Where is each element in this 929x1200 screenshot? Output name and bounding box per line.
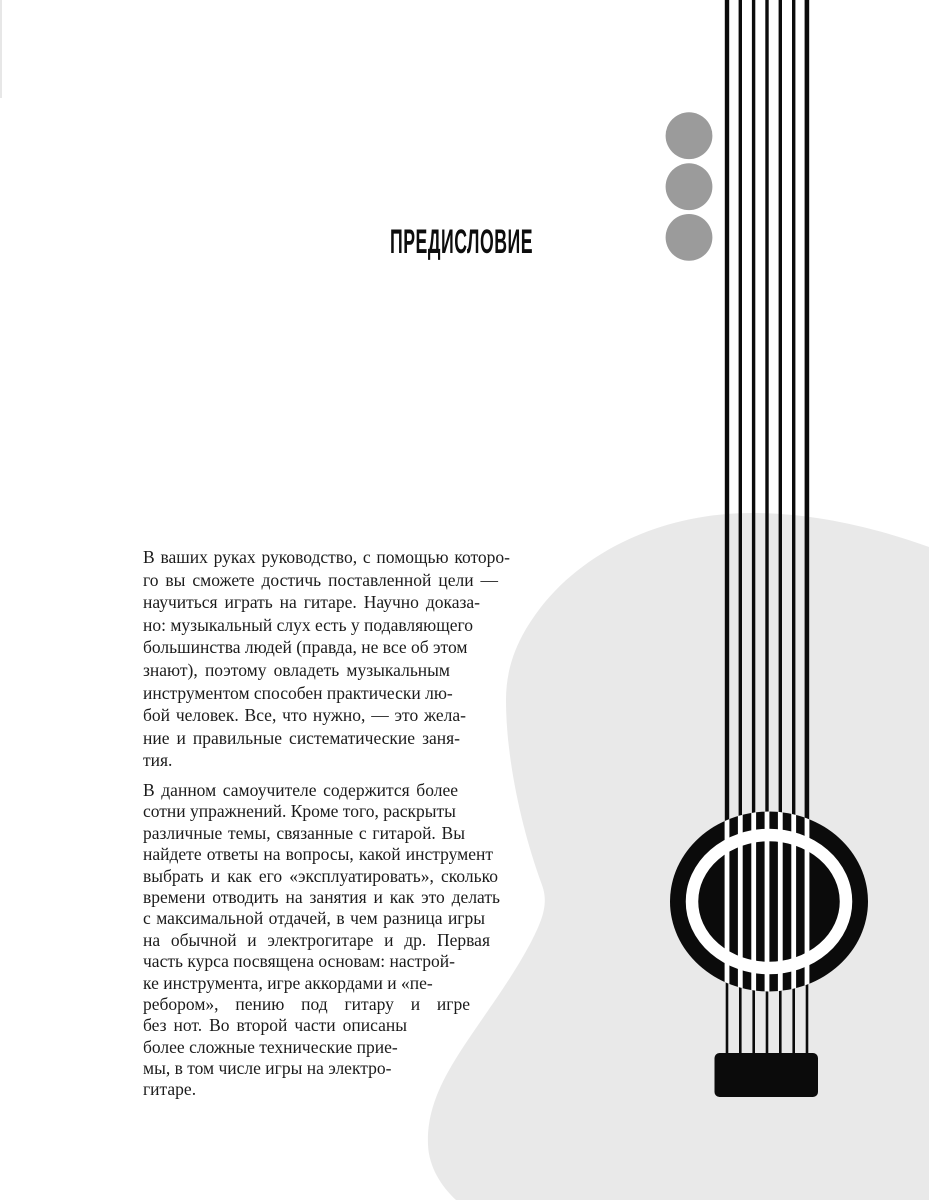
preface-heading: ПРЕДИСЛОВИЕ: [390, 223, 534, 261]
text-line: гитаре.: [143, 1079, 197, 1100]
bridge: [715, 1053, 819, 1097]
text-line: бой человек. Все, что нужно, — это жела-: [143, 705, 466, 726]
text-line: ние и правильные систематические заня-: [143, 727, 460, 748]
text-line: большинства людей (правда, не все об этом: [143, 637, 468, 658]
text-line: В данном самоучителе содержится более: [143, 780, 458, 800]
text-line: различные темы, связанные с гитарой. Вы: [143, 822, 465, 843]
text-line: на обычной и электрогитаре и др. Первая: [143, 929, 490, 950]
tuning-peg-icon: [666, 214, 713, 261]
text-line: времени отводить на занятия и как это делать: [143, 886, 500, 907]
preface-paragraph-1: [143, 546, 510, 772]
text-line: с максимальной отдачей, в чем разница игры: [143, 908, 485, 929]
preface-paragraph-2: [143, 780, 500, 1101]
text-line: ребором», пению под гитару и игре: [143, 993, 470, 1014]
text-line: часть курса посвящена основам: настрой-: [143, 951, 456, 972]
text-line: ке инструмента, игре аккордами и «пе-: [143, 972, 433, 993]
tuning-peg-icon: [666, 112, 713, 159]
text-line: без нот. Во второй части описаны: [143, 1015, 407, 1036]
text-line: го вы сможете достичь поставленной цели —: [143, 569, 498, 590]
tuning-peg-icon: [666, 163, 713, 210]
text-line: мы, в том числе игры на электро-: [143, 1058, 392, 1079]
text-line: В ваших руках руководство, с помощью которо-: [143, 547, 510, 567]
tuning-pegs: [666, 112, 713, 261]
text-line: но: музыкальный слух есть у подавляющего: [143, 614, 473, 635]
text-line: более сложные технические прие-: [143, 1036, 398, 1057]
text-line: найдете ответы на вопросы, какой инструмент: [143, 844, 493, 865]
text-line: инструментом способен практически лю-: [143, 682, 453, 703]
text-line: сотни упражнений. Кроме того, раскрыты: [143, 801, 456, 822]
text-line: тия.: [143, 750, 173, 771]
text-line: выбрать и как его «эксплуатировать», сколько: [143, 865, 498, 886]
text-line: знают), поэтому овладеть музыкальным: [143, 659, 450, 680]
text-line: научиться играть на гитаре. Научно доказа-: [143, 592, 480, 613]
